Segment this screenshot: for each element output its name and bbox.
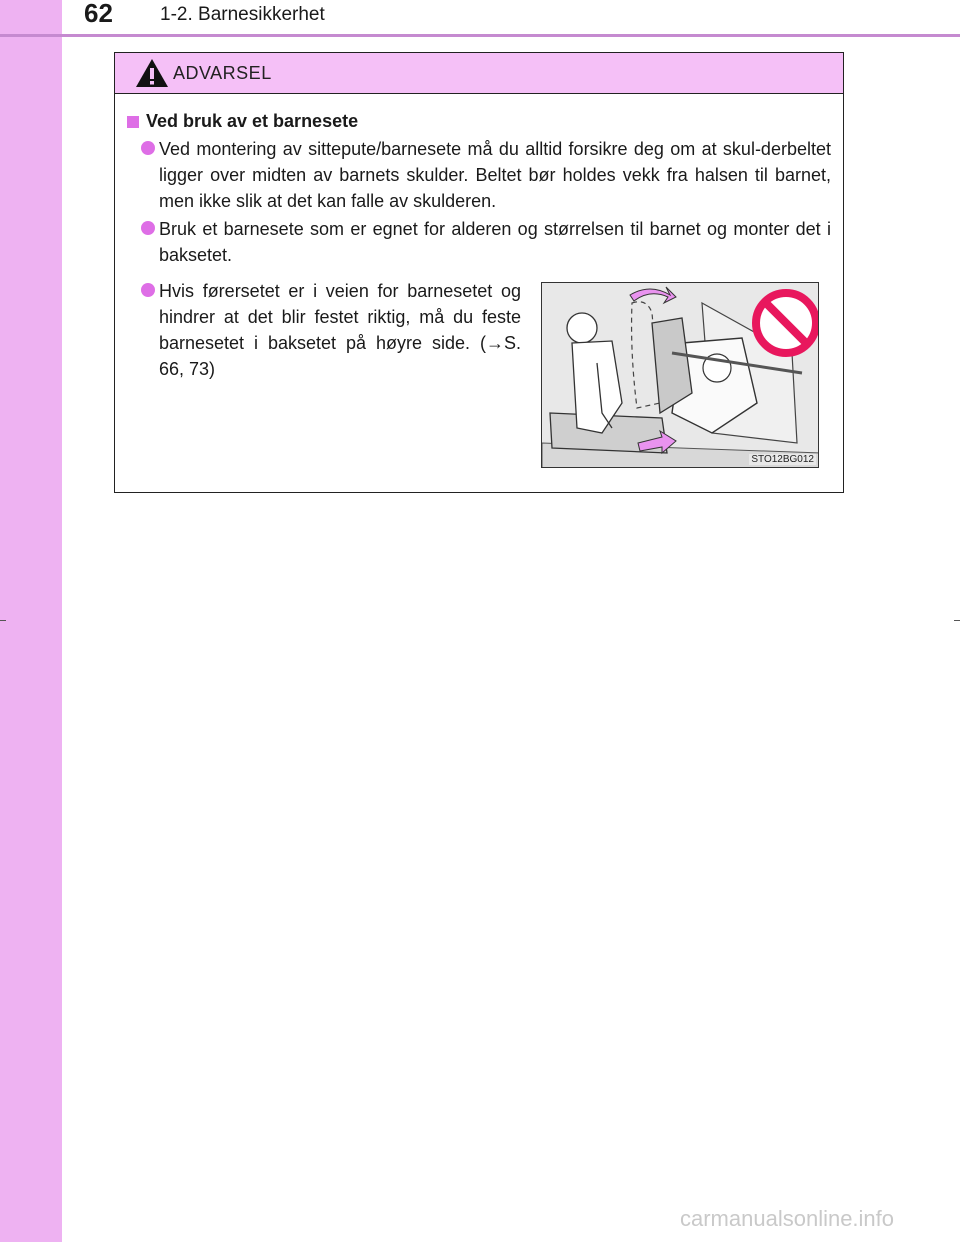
section-title: 1-2. Barnesikkerhet xyxy=(160,4,325,25)
sidebar-tab xyxy=(0,0,62,1242)
circle-bullet-icon xyxy=(141,221,155,235)
crop-mark-left xyxy=(0,620,6,621)
warning-title: ADVARSEL xyxy=(173,63,272,83)
prohibition-sign-icon xyxy=(756,293,816,353)
subheading-text: Ved bruk av et barnesete xyxy=(146,111,359,131)
warning-header xyxy=(115,53,843,94)
circle-bullet-icon xyxy=(141,283,155,297)
list-item xyxy=(141,278,521,382)
illustration-drawing xyxy=(542,283,819,468)
seat-illustration xyxy=(541,282,819,468)
circle-bullet-icon xyxy=(141,141,155,155)
warning-box xyxy=(114,52,844,493)
bullet-text: Ved montering av sittepute/barnesete må du alltid forsikre deg om at skul-derbeltet ligger over midten av barnets skulder. Beltet bør holdes vekk fra halsen til barnet, men ikke slik at det kan falle av skulderen. xyxy=(159,139,831,211)
list-item xyxy=(141,136,831,214)
watermark: carmanualsonline.info xyxy=(680,1206,895,1231)
square-bullet-icon xyxy=(127,116,139,128)
header-divider xyxy=(0,34,960,37)
figure-code: STO12BG012 xyxy=(751,454,814,465)
bullet-text: Hvis førersetet er i veien for barnesetet og hindrer at det blir festet riktig, må du feste barnesetet i baksetet på høyre side. (→S. 66, 73) xyxy=(159,281,521,379)
bullet-text: Bruk et barnesete som er egnet for alderen og størrelsen til barnet og monter det i baksetet. xyxy=(159,219,831,265)
page-number: 62 xyxy=(84,0,113,28)
crop-mark-right xyxy=(954,620,960,621)
list-item xyxy=(141,216,831,268)
subheading xyxy=(127,111,358,132)
warning-triangle-icon xyxy=(135,57,169,89)
